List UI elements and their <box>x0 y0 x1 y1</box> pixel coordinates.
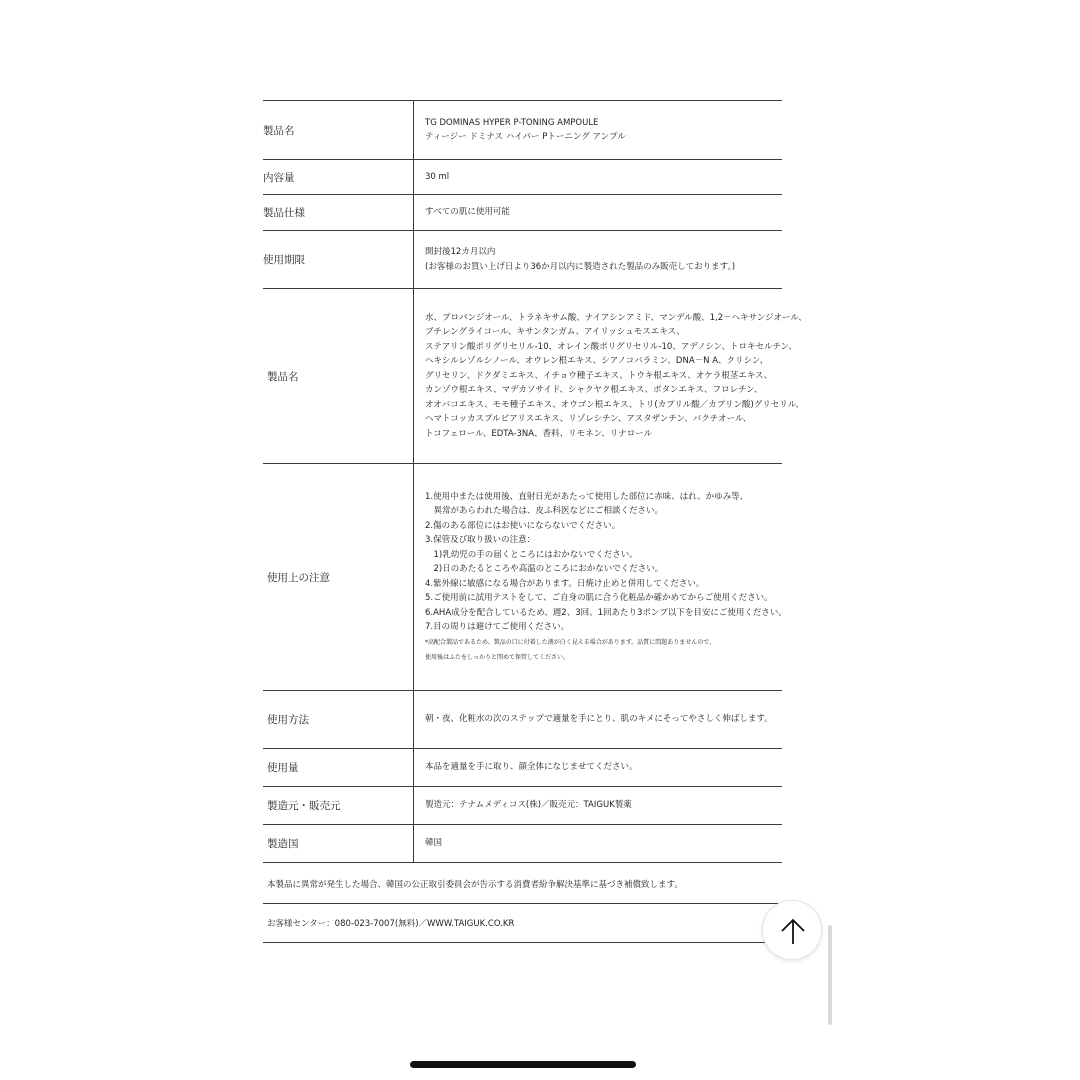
ingredient-line: グリセリン、ドクダミエキス、イチョウ種子エキス、トウキ根エキス、オケラ根茎エキス、 <box>425 370 773 381</box>
spec-value: 朝・夜、化粧水の次のステップで適量を手にとり、肌のキメにそってやさしく伸ばします。 <box>414 691 783 749</box>
spec-row-ingredients <box>263 289 782 464</box>
caution-line: 5.ご使用前に試用テストをして、ご自身の肌に合う化粧品か確かめてからご使用ください。 <box>425 593 773 603</box>
divider <box>263 903 782 904</box>
ingredient-line: ステアリン酸ポリグリセリル-10、オレイン酸ポリグリセリル-10、アデノシン、トロキセルチン、 <box>425 341 797 352</box>
spec-row-method <box>263 691 782 749</box>
spec-row-caution <box>263 464 782 691</box>
caution-line: 2)日のあたるところや高温のところにおかないでください。 <box>425 564 664 574</box>
caution-line: 4.紫外線に敏感になる場合があります。日焼け止めと併用してください。 <box>425 578 705 589</box>
arrow-up-icon <box>778 916 808 946</box>
spec-row-maker <box>263 787 782 825</box>
spec-label: 製品名 <box>263 101 414 160</box>
ingredient-line: 水、プロパンジオール、トラネキサム酸、ナイアシンアミド、マンデル酸、1,2－ヘキサンジオール、 <box>425 312 807 323</box>
ingredients-list <box>414 289 807 464</box>
caution-line: 3.保管及び取り扱いの注意： <box>425 535 536 545</box>
scrollbar[interactable] <box>828 925 832 1025</box>
spec-label: 内容量 <box>263 160 414 195</box>
spec-row-volume <box>263 160 782 195</box>
spec-label: 使用量 <box>263 749 414 787</box>
spec-value: 本品を適量を手に取り、顔全体になじませてください。 <box>414 749 783 787</box>
spec-value: すべての肌に使用可能 <box>414 195 783 231</box>
expiry-line: (お客様のお買い上げ日より36か月以内に製造された製品のみ販売しております。) <box>425 261 736 272</box>
spec-row-amount <box>263 749 782 787</box>
caution-line: 6.AHA成分を配合しているため、週2、3回、1回あたり3ポンプ以下を目安にご使用ください。 <box>425 607 787 618</box>
spec-row-expiry <box>263 231 782 289</box>
spec-value: 製造元：テナムメディコス(株)／販売元：TAIGUK製薬 <box>414 787 783 825</box>
spec-label: 製造元・販売元 <box>263 787 414 825</box>
expiry-line: 開封後12カ月以内 <box>425 247 496 257</box>
customer-center-contact: お客様センター：080-023-7007(無料)／WWW.TAIGUK.CO.KR <box>267 919 515 929</box>
spec-value <box>414 101 783 160</box>
spec-label: 製品名 <box>263 289 414 464</box>
divider <box>263 942 782 943</box>
spec-label: 使用期限 <box>263 231 414 289</box>
ingredient-line: オオバコエキス、モモ種子エキス、オウゴン根エキス、トリ(カプリル酸／カプリン酸)グリセリル、 <box>425 399 805 410</box>
ingredient-line: ヘキシルレゾルシノール、オウレン根エキス、シアノコバラミン、DNA－N A、クリシン、 <box>425 356 769 367</box>
ingredient-line: カンゾウ根エキス、マデカソサイド、シャクヤク根エキス、ボタンエキス、フロレチン、 <box>425 385 763 396</box>
spec-label: 使用方法 <box>263 691 414 749</box>
spec-row-product-name <box>263 101 782 160</box>
caution-line: 1)乳幼児の手の届くところにはおかないでください。 <box>425 549 638 560</box>
ingredient-line: ヘマトコッカスプルビアリスエキス、リゾレシチン、アスタザンチン、バクチオール、 <box>425 414 752 425</box>
ingredient-line: ブチレングライコール、キサンタンガム、アイリッシュモスエキス、 <box>425 327 685 338</box>
caution-line: 2.傷のある部位にはお使いにならないでください。 <box>425 520 621 531</box>
product-name-jp: ティージー ドミナス ハイパー Pトーニング アンプル <box>425 132 626 142</box>
caution-list <box>414 464 787 691</box>
spec-row-spec <box>263 195 782 231</box>
spec-value: 韓国 <box>414 825 783 863</box>
caution-line: 異常があらわれた場合は、皮ふ科医などにご相談ください。 <box>425 506 664 516</box>
scroll-to-top-button[interactable] <box>762 900 822 960</box>
caution-note: 使用後はふたをしっかりと閉めて保管してください。 <box>425 653 570 661</box>
caution-note: *高配合製品であるため、製品の口に付着した液が白く見える場合があります。品質に問題ありませんので、 <box>425 638 716 646</box>
product-spec-table <box>263 100 807 863</box>
spec-label: 製造国 <box>263 825 414 863</box>
spec-label: 製品仕様 <box>263 195 414 231</box>
caution-line: 7.目の周りは避けてご使用ください。 <box>425 622 570 632</box>
spec-value: 30 ml <box>414 160 783 195</box>
ingredient-line: トコフェロール、EDTA-3NA、香料、リモネン、リナロール <box>425 428 653 439</box>
spec-label: 使用上の注意 <box>263 464 414 691</box>
spec-row-country <box>263 825 782 863</box>
product-name-en: TG DOMINAS HYPER P-TONING AMPOULE <box>425 117 599 128</box>
spec-value <box>414 231 783 289</box>
caution-line: 1.使用中または使用後、直射日光があたって使用した部位に赤味、はれ、かゆみ等、 <box>425 491 749 502</box>
compensation-notice: 本製品に異常が発生した場合、韓国の公正取引委員会が告示する消費者紛争解決基準に基づき補償致します。 <box>267 880 683 890</box>
home-indicator[interactable] <box>410 1061 636 1068</box>
